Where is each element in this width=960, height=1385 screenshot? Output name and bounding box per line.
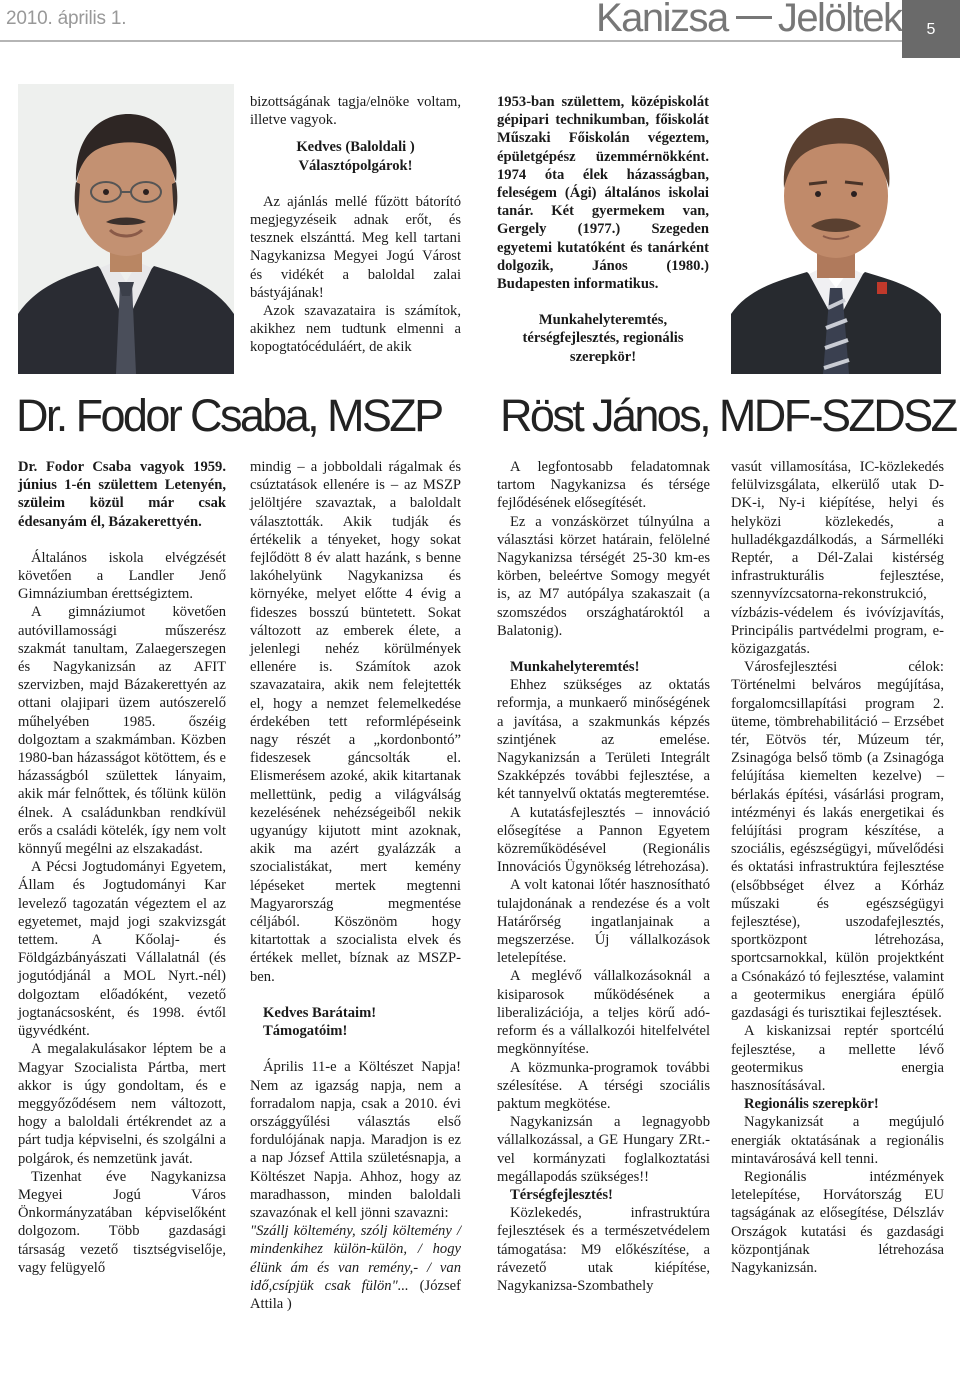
spacer — [497, 293, 709, 311]
spacer — [250, 986, 461, 1004]
paragraph: A gimnáziumot követően autóvillamossági műszerész szakmát tanultam, Zalaegerszegen és Nagykanizsán az AFIT szervizben, majd Bázakerettyén az ottani olajipari üzem autószerelő műhelyében 1985. őszéig dolgoztam a szakmámban. Közben 1980-ban házasságot kötöttem, és e házasságból születtek lányaim, akik már felnőttek, és tőlünk külön élnek. A családunkban rendkívül erős a családi kötelék, így nem volt könnyű megélni az elszakadást. — [18, 604, 226, 858]
paragraph: Regionális intézmények letelepítése, Horvátország EU tagságának az elősegítése, Délszláv Országok kutatási és gazdasági központjának létrehozása Nagykanizsán. — [731, 1168, 944, 1276]
page-number: 5 — [902, 0, 960, 58]
slogan: Munkahelyteremtés, térségfejlesztés, regionális szerepkör! — [522, 312, 684, 365]
paragraph: A meglévő vállalkozásoknál a kisiparosok működésének a liberalizációja, a teljes körű adó-reform és a vállalkozói hitelfelvétel megkönnyítése. — [497, 968, 710, 1058]
rost-intro-column — [497, 93, 709, 366]
fodor-intro-column — [250, 93, 461, 357]
header-rule — [0, 40, 902, 42]
intro-text: 1974 óta élek házasságban, feleségem (Ági) általános iskolai tanár. Két gyermekem van, Gergely (1977.) Szegeden egyetemi kutatóként és tanárként dolgozik, János (1980.) Budapesten informatikus. — [497, 166, 709, 293]
rost-column-2 — [731, 458, 944, 1277]
poem-text: "Szállj költemény, szólj költemény / mindenkihez külön-külön, / hogy élünk ám és van remény,- / van idő,csípjük csak fülön"... — [250, 1223, 461, 1294]
greeting: Kedves Barátaim! — [263, 1004, 377, 1021]
paragraph: A legfontosabb feladatomnak tartom Nagykanizsa és térsége fejlődésének elősegítését. — [497, 459, 710, 512]
paragraph: Nagykanizsán a legnagyobb vállalkozással, a GE Hungary ZRt.-vel kormányzati foglalkoztatási megállapodás szükséges!! — [497, 1114, 710, 1185]
subsection-name: Jelöltek — [777, 0, 902, 40]
paragraph: A megalakulásakor léptem be a Magyar Szocialista Pártba, mert akkor is úgy gondoltam, és e meggyőződésem nem változott, hogy a baloldali értékrendet az a párt tudja képviselni, és szolgálni a polgárok, és nemzetünk javát. — [18, 1041, 226, 1167]
greeting: Választópolgárok! — [298, 157, 413, 174]
greeting: Támogatóim! — [263, 1023, 348, 1040]
paragraph: Általános iskola elvégzését követően a Landler Jenő Gimnáziumban érettségiztem. — [18, 549, 226, 603]
spacer — [250, 1040, 461, 1058]
greeting: Kedves (Baloldali ) — [296, 139, 415, 156]
paragraph: Ez a vonzáskörzet túlnyúlna a választási körzet határain, felölelné Nagykanizsa térségét 25-30 km-es körben, beleértve Somogy megyét is, az M7 autópálya szakaszait (a szomszédos országhatároktól a Balatonig). — [497, 513, 710, 639]
paragraph: mindig – a jobboldali rágalmak és csúztatások ellenére is – az MSZP jelöltjére szavaztak, a baloldalt választották. Akik tudják és értékelik a tényeket, hogy sokat fejlődött 8 év alatt hazánk, s benne lakóhelyünk Nagykanizsa és környéke, melyet előtte 4 évig a fideszes bosszú büntetett. Sokat változott az emberek élete, a jelenlegi nehéz körülmények ellenére is. Számítok azok szavazataira, akik nem felejtették el, hogy a nemzet felemelkedése érdekében tett reformlépéseink nagy részét a „kordonbontó” fideszesek gáncsolták el. Elismerésem azoké, akik kitartanak mellettünk, pedig a világválság kezelésének nehézségeiből nekik ugyanúgy kijutott mint azoknak, akik ma azért gyalázzák a szocialistákat, mert kemény lépéseket mertek megtenni Magyarország megmentése céljából. Köszönöm hogy kitartottak a szocialista elvek és értékek mellet, bíznak az MSZP-ben. — [250, 459, 461, 985]
candidate-name-rost: Röst János, MDF-SZDSZ — [500, 390, 956, 441]
paragraph — [497, 93, 709, 293]
paragraph: bizottságának tagja/elnöke voltam, illetve vagyok. — [250, 94, 461, 129]
title-dash — [736, 16, 772, 19]
paragraph: vasút villamosítása, IC-közlekedés felülvizsgálata, elkerülő utak D-DK-i, Ny-i kiépítése, helyi és helyközi közlekedés, a hulladékgazdálkodás, a Sármelléki Reptér, a Dél-Zalai kistérség infrastrukturális fejlesztése, szennyvízcsatorna-rekonstrukció, vízbázis-védelem és ivóvízjavítás, Principális partvédelmi program, e-közigazgatás. — [731, 459, 944, 658]
paragraph: A volt katonai lőtér hasznosítható tulajdonának a rendezése és a volt Határőrség ingatlanjainak a megszerzése. Új vállalkozások letelepítése. — [497, 877, 710, 967]
spacer — [250, 129, 461, 138]
fodor-column-2 — [250, 458, 461, 1313]
candidate-name-fodor: Dr. Fodor Csaba, MSZP — [16, 390, 442, 441]
subheading: Munkahelyteremtés! — [510, 659, 640, 676]
subheading: Térségfejlesztés! — [510, 1186, 613, 1203]
paragraph: A kutatásfejlesztés – innováció elősegítése a Pannon Egyetem közreműködésével (Regionális Innovációs Ügynökség létrehozása). — [497, 804, 710, 876]
section-title — [596, 0, 901, 41]
fodor-column-1 — [18, 458, 226, 1277]
spacer — [18, 531, 226, 549]
issue-date: 2010. április 1. — [6, 8, 127, 29]
paragraph: A Pécsi Jogtudományi Egyetem, Állam és Jogtudományi Kar levelező tagozatán végeztem el az egyetemet, majd jogi szakvizsgát tettem. A Kőolaj- és Földgázbányászati Vállalatnál (és jogutódjánál a MOL Nyrt.-nél) dolgoztam előadóként, vezető jogtanácsosként, és 1998. évtől ügyvédként. — [18, 859, 226, 1040]
poem-quote — [250, 1222, 461, 1313]
rost-column-1 — [497, 458, 710, 1295]
spacer — [497, 640, 710, 658]
paragraph: Április 11-e a Költészet Napja! Nem az igazság napja, nem a forradalom napja, csak a 2010. évi országgyűlési választás első fordulójának napja. Maradjon is ez a nap József Attila születésnapja, a Költészet Napja. Ahhoz, hogy az maradhasson, minden baloldali szavazónak el kell jönni szavazni: — [250, 1059, 461, 1221]
paragraph: Tizenhat éve Nagykanizsa Megyei Jogú Város Önkormányzatában képviselőként dolgozom. Több gazdasági társaság vezető tisztségviselője, vagy felügyelő — [18, 1168, 226, 1276]
paragraph: Azok szavazataira is számítok, akikhez nem tudtunk elmenni a kopogtatócéduláért, de akik — [250, 303, 461, 356]
paragraph: Ehhez szükséges az oktatás reformja, a munkaerő minőségének a javítása, a szakmunkás képzés szintjének az emelése. Nagykanizsán a Területi Integrált Szakképzés további fejlesztése, a két tannyelvű oktatás megteremtése. — [497, 677, 710, 803]
section-name: Kanizsa — [596, 0, 728, 40]
paragraph: Városfejlesztési célok: Történelmi belváros megújítása, forgalomcsillapítási program 2. üteme, tömbrehabilitáció – Erzsébet tér, Eötvös tér, Múzeum tér, Zsinagóga belső tömb (a Zsinagóga felújítása kiemelten kezelve) – bérlakás építési, vásárlási program, intézményi és lakás energetikai és felújítási program készítése, a szociális, egészségügyi, művelődési és oktatási infrastruktúra fejlesztése (elsőbbséget élvez a Kórház műszaki és egészségügyi fejlesztése), uszodafejlesztés, sportközpont létrehozása, sportcsarnokkal, külön projektként a Csónakázó tó fejlesztése, valamint a geotermikus energiára épülő gazdasági és turisztikai fejlesztések. — [731, 659, 944, 1022]
poem-author: (József Attila ) — [250, 1277, 462, 1312]
paragraph: Az ajánlás mellé fűzött bátorító megjegyzéseik adnak erőt, és tesznek elszánttá. Meg kell tartani Nagykanizsa Megyei Jogú Várost és vidékét a baloldal zalai bástyájának! — [250, 193, 461, 301]
candidate-photo-fodor — [18, 84, 234, 374]
candidate-photo-rost — [731, 88, 941, 374]
paragraph: Közlekedés, infrastruktúra fejlesztések és a természetvédelem támogatása: M9 előkészítése, a rávezető utak kiépítése, Nagykanizsa-Szombathely — [497, 1205, 710, 1294]
paragraph: Dr. Fodor Csaba vagyok 1959. június 1-én születtem Letenyén, szüleim közül már csak édesanyám él, Bázakerettyén. — [18, 459, 226, 530]
paragraph: Nagykanizsát a megújuló energiák oktatásának a regionális mintavárosává kell tenni. — [731, 1114, 944, 1167]
subheading: Regionális szerepkör! — [744, 1096, 879, 1113]
intro-text: 1953-ban születtem, középiskolát gépipari technikumban, főiskolát Műszaki Főiskolán végeztem, épületgépész üzemmérnökként. — [497, 94, 709, 165]
spacer — [250, 175, 461, 193]
paragraph: A kiskanizsai reptér sportcélú fejlesztése, a mellette lévő geotermikus energia hasznosításával. — [731, 1023, 944, 1094]
paragraph: A közmunka-programok további szélesítése. A térségi szociális paktum megkötése. — [497, 1059, 710, 1112]
